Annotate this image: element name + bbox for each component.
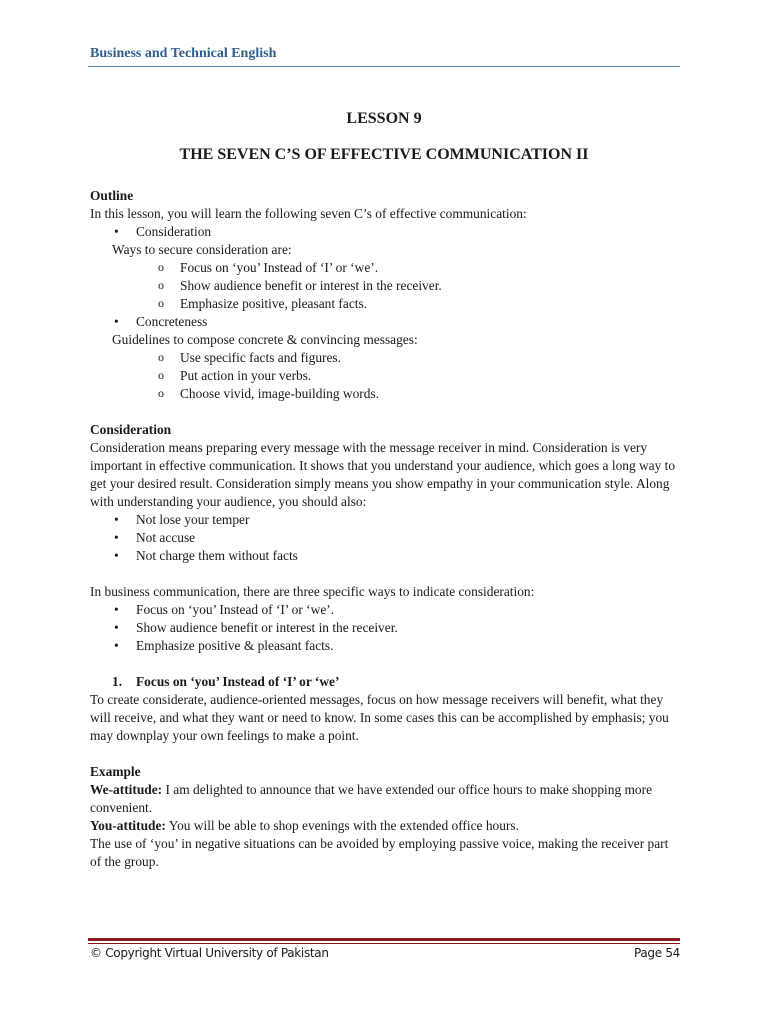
spacer bbox=[90, 745, 680, 763]
ways-list bbox=[90, 601, 680, 655]
list-item: o Choose vivid, image-building words. bbox=[90, 385, 680, 403]
outline-heading: Outline bbox=[90, 188, 134, 203]
list-item: • Focus on ‘you’ Instead of ‘I’ or ‘we’. bbox=[90, 601, 680, 619]
footer-copyright: © Copyright Virtual University of Pakistan bbox=[90, 946, 329, 960]
list-item: • Show audience benefit or interest in the receiver. bbox=[90, 619, 680, 637]
section-1-heading bbox=[90, 673, 680, 691]
you-attitude-label: You-attitude: bbox=[90, 818, 166, 833]
spacer bbox=[90, 565, 680, 583]
footer-divider-thick bbox=[88, 938, 680, 941]
outline-list bbox=[90, 223, 680, 241]
list-item: • Not accuse bbox=[90, 529, 680, 547]
should-also-list bbox=[90, 511, 680, 565]
you-attitude-text: You will be able to shop evenings with the extended office hours. bbox=[165, 818, 519, 833]
outline-item-consideration: • Consideration bbox=[90, 223, 680, 241]
list-item: • Not charge them without facts bbox=[90, 547, 680, 565]
consideration-paragraph: Consideration means preparing every message with the message receiver in mind. Consideration is very important in effective communication. It shows that you understand your audience, which goes a long way to get your desired result. Consideration simply means you show empathy in your communication style. Along with understanding your audience, you should also: bbox=[90, 440, 676, 509]
outline-list bbox=[90, 313, 680, 331]
example-note: The use of ‘you’ in negative situations can be avoided by employing passive voice, making the receiver part of the group. bbox=[90, 836, 669, 869]
footer-page-number: Page 54 bbox=[633, 946, 680, 960]
spacer bbox=[90, 655, 680, 673]
footer-divider-thin bbox=[88, 943, 680, 944]
section-1-number: 1. bbox=[112, 674, 123, 689]
you-attitude-example bbox=[90, 817, 680, 835]
lesson-body bbox=[90, 187, 680, 871]
we-attitude-label: We-attitude: bbox=[90, 782, 163, 797]
consideration-heading: Consideration bbox=[90, 422, 172, 437]
outline-intro: In this lesson, you will learn the following seven C’s of effective communication: bbox=[90, 206, 527, 221]
list-item: • Not lose your temper bbox=[90, 511, 680, 529]
list-item: o Show audience benefit or interest in the receiver. bbox=[90, 277, 680, 295]
outline-item-concreteness: • Concreteness bbox=[90, 313, 680, 331]
section-1-title: Focus on ‘you’ Instead of ‘I’ or ‘we’ bbox=[136, 674, 340, 689]
list-item: o Focus on ‘you’ Instead of ‘I’ or ‘we’. bbox=[90, 259, 680, 277]
we-attitude-example bbox=[90, 781, 680, 817]
example-heading: Example bbox=[90, 764, 141, 779]
header-divider bbox=[88, 66, 680, 67]
lesson-number: LESSON 9 bbox=[346, 110, 422, 127]
list-item: o Emphasize positive, pleasant facts. bbox=[90, 295, 680, 313]
list-item: o Use specific facts and figures. bbox=[90, 349, 680, 367]
ways-intro: In business communication, there are three specific ways to indicate consideration: bbox=[90, 584, 535, 599]
outline-sublist bbox=[90, 259, 680, 313]
outline-sublist bbox=[90, 349, 680, 403]
list-item: o Put action in your verbs. bbox=[90, 367, 680, 385]
list-item: • Emphasize positive & pleasant facts. bbox=[90, 637, 680, 655]
section-1-paragraph: To create considerate, audience-oriented messages, focus on how message receivers will benefit, what they will receive, and what they want or need to know. In some cases this can be accomplished by emphasis; you may downplay your own feelings to make a point. bbox=[90, 692, 669, 743]
lesson-title: THE SEVEN C’S OF EFFECTIVE COMMUNICATION II bbox=[179, 146, 589, 163]
outline-sub-intro: Ways to secure consideration are: bbox=[112, 242, 292, 257]
running-header: Business and Technical English bbox=[90, 46, 277, 61]
outline-sub-intro: Guidelines to compose concrete & convincing messages: bbox=[112, 332, 418, 347]
we-attitude-text: I am delighted to announce that we have extended our office hours to make shopping more convenient. bbox=[90, 782, 653, 815]
spacer bbox=[90, 403, 680, 421]
